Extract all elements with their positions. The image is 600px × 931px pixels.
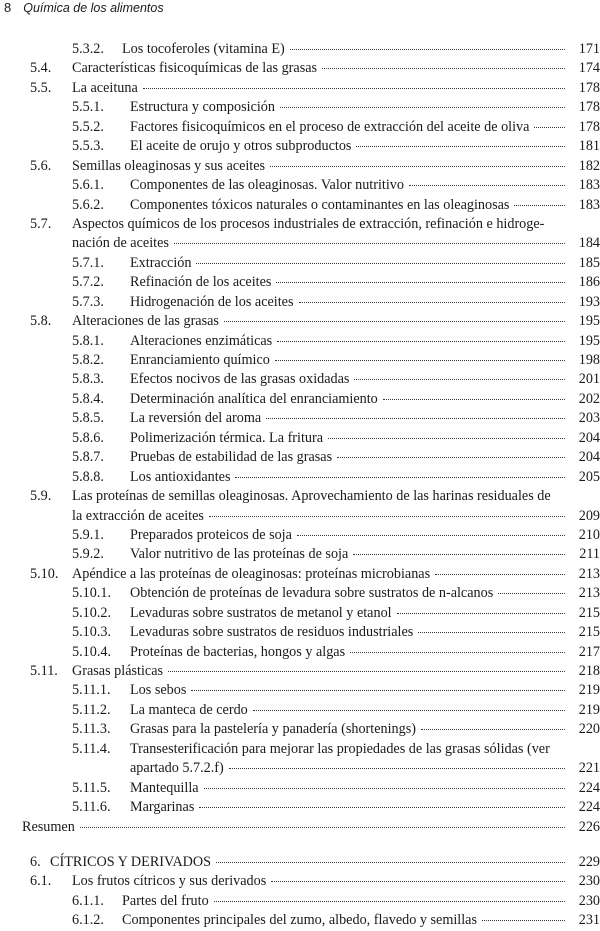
toc-entry-title: Levaduras sobre sustratos de residuos industriales	[130, 624, 414, 641]
toc-entry-page: 195	[578, 313, 600, 330]
toc-entry-number: 5.11.1.	[72, 682, 111, 699]
dot-leader	[204, 787, 565, 789]
dot-leader	[435, 573, 565, 575]
toc-entry[interactable]	[30, 332, 600, 351]
toc-entry-number: 6.1.2.	[72, 912, 104, 929]
toc-entry[interactable]	[30, 565, 600, 584]
toc-entry[interactable]	[30, 429, 600, 448]
toc-entry-page: 231	[578, 912, 600, 929]
toc-entry-number: 5.11.	[30, 663, 58, 680]
toc-entry-number: 5.7.2.	[72, 274, 104, 291]
dot-leader	[514, 204, 565, 206]
dot-leader	[322, 67, 565, 69]
dot-leader	[275, 359, 565, 361]
toc-entry-number: 5.6.1.	[72, 177, 104, 194]
toc-entry-number: 5.10.2.	[72, 604, 112, 621]
toc-entry[interactable]	[30, 701, 600, 720]
toc-entry-page: 203	[578, 410, 600, 427]
toc-entry-number: 5.9.	[30, 488, 52, 505]
dot-leader	[277, 340, 565, 342]
toc-entry[interactable]	[30, 798, 600, 817]
section-gap	[30, 837, 600, 853]
toc-entry-title: Refinación de los aceites	[130, 274, 272, 291]
toc-entry-title: La aceituna	[72, 79, 138, 96]
toc-entry[interactable]	[30, 872, 600, 891]
toc-entry-page: 195	[578, 332, 600, 349]
dot-leader	[196, 262, 565, 264]
toc-entry-number: 6.1.1.	[72, 892, 104, 909]
toc-entry-page: 229	[578, 853, 600, 870]
toc-entry-title-continued: apartado 5.7.2.f)	[130, 760, 224, 777]
dot-leader	[354, 378, 565, 380]
toc-entry-page: 174	[578, 60, 600, 77]
toc-entry-title: Características fisicoquímicas de las grasas	[72, 60, 318, 77]
dot-leader	[168, 670, 565, 672]
toc-entry-page: 220	[578, 721, 600, 738]
toc-entry-number: 5.8.3.	[72, 371, 104, 388]
dot-leader	[350, 651, 565, 653]
toc-entry-title: Extracción	[130, 254, 192, 271]
toc-entry-title: Polimerización térmica. La fritura	[130, 429, 324, 446]
toc-entry-number: 5.11.5.	[72, 779, 111, 796]
toc-entry[interactable]	[30, 215, 600, 254]
dot-leader	[276, 281, 565, 283]
toc-entry[interactable]	[30, 623, 600, 642]
toc-entry-page: 224	[578, 779, 600, 796]
toc-entry-title: Grasas plásticas	[72, 663, 164, 680]
dot-leader	[199, 806, 565, 808]
toc-entry[interactable]	[30, 892, 600, 911]
toc-entry-title: Mantequilla	[130, 779, 199, 796]
toc-entry-title: Factores fisicoquímicos en el proceso de extracción del aceite de oliva	[130, 118, 530, 135]
toc-entry-title: Determinación analítica del enranciamiento	[130, 390, 378, 407]
book-title: Química de los alimentos	[23, 1, 164, 15]
toc-entry-number: 5.11.3.	[72, 721, 111, 738]
toc-entry-title: Obtención de proteínas de levadura sobre sustratos de n-alcanos	[130, 585, 494, 602]
toc-entry-number: 5.8.7.	[72, 449, 104, 466]
toc-entry-number: 5.10.	[30, 565, 59, 582]
dot-leader	[271, 880, 565, 882]
toc-entry[interactable]	[30, 468, 600, 487]
toc-entry-page: 221	[578, 760, 600, 777]
toc-entry-number: 5.3.2.	[72, 41, 104, 57]
toc-entry-page: 178	[578, 118, 600, 135]
toc-entry-page: 209	[578, 507, 600, 524]
toc-entry-number: 5.10.1.	[72, 585, 112, 602]
toc-entry-page: 215	[578, 604, 600, 621]
toc-entry[interactable]	[30, 40, 600, 59]
toc-entry-page: 211	[579, 546, 600, 563]
dot-leader	[216, 861, 565, 863]
toc-entry[interactable]	[30, 545, 600, 564]
toc-entry-page: 210	[578, 526, 600, 543]
toc-entry-number: 6.	[30, 853, 41, 870]
toc-entry-page: 224	[578, 799, 600, 816]
table-of-contents	[22, 40, 600, 931]
toc-entry[interactable]	[30, 59, 600, 78]
dot-leader	[356, 145, 565, 147]
toc-entry[interactable]	[22, 818, 600, 837]
toc-entry-page: 193	[578, 293, 600, 310]
toc-entry-title: Los frutos cítricos y sus derivados	[72, 873, 267, 890]
toc-entry[interactable]	[30, 254, 600, 273]
toc-entry-number: 5.11.2.	[72, 701, 111, 718]
toc-entry-page: 178	[578, 79, 600, 96]
dot-leader	[224, 320, 565, 322]
toc-entry[interactable]	[30, 643, 600, 662]
dot-leader	[235, 476, 565, 478]
dot-leader	[297, 534, 565, 536]
toc-entry-page: 171	[578, 41, 600, 57]
toc-entry-page: 219	[578, 701, 600, 718]
toc-entry-title: La manteca de cerdo	[130, 701, 248, 718]
dot-leader	[80, 826, 565, 828]
toc-entry-number: 5.5.2.	[72, 118, 104, 135]
toc-entry-title: Los tocoferoles (vitamina E)	[122, 41, 285, 57]
toc-entry[interactable]	[30, 196, 600, 215]
toc-entry-page: 186	[578, 274, 600, 291]
dot-leader	[383, 398, 565, 400]
toc-entry[interactable]	[30, 390, 600, 409]
toc-entry[interactable]	[30, 118, 600, 137]
toc-entry[interactable]	[30, 157, 600, 176]
toc-entry-title: CÍTRICOS Y DERIVADOS	[50, 853, 212, 870]
dot-leader	[353, 553, 565, 555]
toc-entry-title: Componentes de las oleaginosas. Valor nutritivo	[130, 177, 404, 194]
toc-entry-title: Las proteínas de semillas oleaginosas. Aprovechamiento de las harinas residuales de	[72, 488, 551, 505]
toc-entry-number: 5.8.2.	[72, 352, 104, 369]
dot-leader	[253, 709, 565, 711]
toc-entry[interactable]	[30, 681, 600, 700]
toc-entry-title: Partes del fruto	[122, 892, 209, 909]
toc-entry-number: 5.5.	[30, 79, 52, 96]
toc-entry[interactable]	[30, 779, 600, 798]
dot-leader	[397, 612, 565, 614]
dot-leader	[337, 456, 565, 458]
toc-entry-title: Componentes tóxicos naturales o contaminantes en las oleaginosas	[130, 196, 510, 213]
toc-entry-title: Apéndice a las proteínas de oleaginosas: proteínas microbianas	[72, 565, 431, 582]
toc-entry-page: 215	[578, 624, 600, 641]
toc-entry-page: 183	[578, 196, 600, 213]
toc-entry-title: Semillas oleaginosas y sus aceites	[72, 157, 266, 174]
toc-entry[interactable]	[30, 720, 600, 739]
toc-entry-title: El aceite de orujo y otros subproductos	[130, 138, 352, 155]
dot-leader	[328, 437, 565, 439]
running-head	[4, 0, 164, 18]
toc-entry-title: Grasas para la pastelería y panadería (shortenings)	[130, 721, 416, 738]
toc-entry[interactable]	[30, 176, 600, 195]
dot-leader	[299, 301, 566, 303]
toc-entry-page: 218	[578, 663, 600, 680]
toc-entry-page: 178	[578, 99, 600, 116]
toc-entry[interactable]	[30, 662, 600, 681]
toc-entry-number: 5.8.1.	[72, 332, 104, 349]
dot-leader	[409, 184, 565, 186]
toc-entry-page: 213	[578, 585, 600, 602]
toc-entry-page: 217	[578, 643, 600, 660]
dot-leader	[482, 919, 565, 921]
toc-entry-number: 5.10.4.	[72, 643, 112, 660]
toc-entry-number: 5.9.1.	[72, 526, 104, 543]
toc-entry-page: 198	[578, 352, 600, 369]
toc-entry-page: 185	[578, 254, 600, 271]
toc-entry-number: 5.6.2.	[72, 196, 104, 213]
toc-entry[interactable]	[30, 273, 600, 292]
dot-leader	[534, 126, 565, 128]
toc-entry-title: Preparados proteicos de soja	[130, 526, 292, 543]
toc-entry-number: 5.11.6.	[72, 799, 111, 816]
toc-entry-title: Valor nutritivo de las proteínas de soja	[130, 546, 349, 563]
toc-entry-title: Resumen	[22, 818, 75, 835]
dot-leader	[229, 767, 565, 769]
toc-entry-title: Enranciamiento químico	[130, 352, 270, 369]
toc-entry[interactable]	[30, 98, 600, 117]
toc-entry-number: 5.5.3.	[72, 138, 104, 155]
dot-leader	[143, 87, 565, 89]
toc-entry-title: Levaduras sobre sustratos de metanol y etanol	[130, 604, 392, 621]
toc-entry[interactable]	[30, 448, 600, 467]
toc-entry[interactable]	[30, 911, 600, 930]
toc-entry-number: 5.8.5.	[72, 410, 104, 427]
toc-entry-number: 6.1.	[30, 873, 52, 890]
toc-entry[interactable]	[30, 409, 600, 428]
toc-entry-title: Alteraciones enzimáticas	[130, 332, 273, 349]
toc-entry-page: 204	[578, 449, 600, 466]
toc-entry-title: Margarinas	[130, 799, 195, 816]
dot-leader	[418, 631, 565, 633]
toc-entry-title-continued: la extracción de aceites	[72, 507, 204, 524]
toc-entry[interactable]	[30, 584, 600, 603]
toc-entry[interactable]	[30, 137, 600, 156]
toc-entry-number: 5.6.	[30, 157, 52, 174]
toc-entry-number: 5.7.3.	[72, 293, 104, 310]
toc-entry-page: 230	[578, 892, 600, 909]
toc-entry-title: Efectos nocivos de las grasas oxidadas	[130, 371, 350, 388]
toc-entry-title: Aspectos químicos de los procesos industriales de extracción, refinación e hidroge-	[72, 215, 545, 232]
dot-leader	[174, 242, 565, 244]
page-number: 8	[4, 0, 12, 15]
toc-entry-number: 5.8.	[30, 313, 52, 330]
dot-leader	[214, 900, 565, 902]
toc-entry[interactable]	[30, 604, 600, 623]
dot-leader	[270, 165, 565, 167]
toc-entry-title: La reversión del aroma	[130, 410, 262, 427]
toc-entry-page: 204	[578, 429, 600, 446]
toc-entry-number: 5.11.4.	[72, 740, 111, 757]
dot-leader	[498, 592, 565, 594]
toc-entry[interactable]	[30, 351, 600, 370]
dot-leader	[421, 728, 565, 730]
toc-entry-title: Estructura y composición	[130, 99, 275, 116]
toc-entry-number: 5.5.1.	[72, 99, 104, 116]
toc-entry[interactable]	[30, 79, 600, 98]
toc-entry-number: 5.9.2.	[72, 546, 104, 563]
toc-entry-page: 201	[578, 371, 600, 388]
toc-entry-title: Componentes principales del zumo, albedo, flavedo y semillas	[122, 912, 477, 929]
toc-entry[interactable]	[30, 487, 600, 526]
toc-entry-title-continued: nación de aceites	[72, 235, 169, 252]
toc-entry[interactable]	[30, 740, 600, 779]
toc-entry-title: Proteínas de bacterias, hongos y algas	[130, 643, 346, 660]
toc-entry[interactable]	[30, 312, 600, 331]
toc-entry-title: Pruebas de estabilidad de las grasas	[130, 449, 333, 466]
toc-entry-title: Los sebos	[130, 682, 187, 699]
dot-leader	[191, 689, 565, 691]
toc-entry-page: 219	[578, 682, 600, 699]
toc-entry-number: 5.7.1.	[72, 254, 104, 271]
toc-entry-number: 5.4.	[30, 60, 52, 77]
toc-entry-number: 5.8.4.	[72, 390, 104, 407]
toc-entry-page: 213	[578, 565, 600, 582]
toc-entry[interactable]	[30, 370, 600, 389]
toc-entry-page: 230	[578, 873, 600, 890]
toc-entry-number: 5.7.	[30, 215, 52, 232]
toc-entry[interactable]	[30, 526, 600, 545]
dot-leader	[209, 515, 565, 517]
toc-entry[interactable]	[30, 853, 600, 872]
toc-entry-page: 183	[578, 177, 600, 194]
toc-entry-title: Hidrogenación de los aceites	[130, 293, 294, 310]
toc-entry-title: Transesterificación para mejorar las propiedades de las grasas sólidas (ver	[130, 740, 550, 757]
toc-entry-number: 5.8.6.	[72, 429, 104, 446]
toc-entry-page: 182	[578, 157, 600, 174]
toc-entry-page: 205	[578, 468, 600, 485]
toc-entry-number: 5.10.3.	[72, 624, 112, 641]
toc-entry-page: 181	[578, 138, 600, 155]
toc-entry-number: 5.8.8.	[72, 468, 104, 485]
toc-entry-page: 226	[578, 818, 600, 835]
dot-leader	[290, 48, 565, 50]
toc-entry[interactable]	[30, 293, 600, 312]
toc-entry-title: Alteraciones de las grasas	[72, 313, 219, 330]
dot-leader	[280, 106, 565, 108]
toc-entry-page: 184	[578, 235, 600, 252]
toc-entry-title: Los antioxidantes	[130, 468, 231, 485]
toc-entry-page: 202	[578, 390, 600, 407]
dot-leader	[266, 417, 565, 419]
